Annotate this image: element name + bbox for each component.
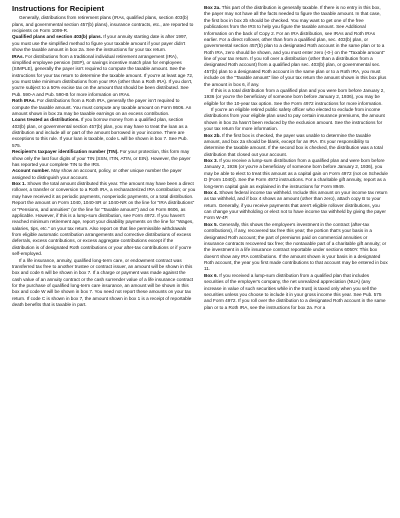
paragraph-heading: Box 2b. <box>204 132 221 138</box>
right-column <box>204 5 388 518</box>
paragraph-heading: Box 5. <box>204 221 218 227</box>
paragraph <box>12 168 196 181</box>
paragraph-text: If this is a total distribution from a qualified plan and you were born before January 2, 1936 (or you're the beneficiary of someone born before January 2, 1936), you may be eligible for the 10-year tax option. See the Form 4972 instructions for more information. <box>204 87 385 106</box>
paragraph <box>12 98 196 117</box>
paragraph-text: Generally, distributions from retirement plans (IRAs, qualified plans, section 403(b) plans, and governmental section 457(b) plans), insurance contracts, etc., are reported to recipients on Form 1099-R. <box>12 15 194 34</box>
paragraph-heading: Roth IRAs. <box>12 98 36 104</box>
paragraph-text: If you borrow money from a qualified plan, section 403(b) plan, or governmental section 457(b) plan, you may have to treat the loan as a distribution and include all or part of the amount borrowed in your income. There are exceptions to this rule. If your loan is taxable, code L will be shown in box 7. See Pub. 575. <box>12 117 188 148</box>
paragraph <box>204 133 388 159</box>
paragraph <box>204 190 388 222</box>
right-paragraphs <box>204 5 388 311</box>
paragraph-text: For distributions from a Roth IRA, generally the payer isn't required to compute the taxable amount. You must compute any taxable amount on Form 8606. An amount shown in box 2a may be taxable earnings on an excess contribution. <box>12 98 192 116</box>
paragraph-text: Generally, this shows the employee's investment in the contract (after-tax contributions), if any, recovered tax free this year; the portion that's your basis in a designated Roth account; the part of premiums paid on commercial annuities or insurance contracts recovered tax free; the nontaxable part of a charitable gift annuity; or the investment in a life insurance contract reportable under sections 6050Y. This box doesn't show any IRA contributions. If the amount shown is your basis in a designated Roth account, the year you first made contributions to that account may be entered in box 11. <box>204 221 388 272</box>
paragraph-text: If you receive a lump-sum distribution from a qualified plan and were born before January 2, 1936 (or you're a beneficiary of someone born before January 2, 1936), you may be able to elect to treat this amount as a capital gain on Form 4972 (not on Schedule D (Form 1040)). See the Form 4972 instructions. For a charitable gift annuity, report as a long-term capital gain as explained in the instructions for Form 8949. <box>204 158 388 189</box>
paragraph <box>12 258 196 309</box>
paragraph-heading: Recipient's taxpayer identification number (TIN). <box>12 149 119 155</box>
paragraph-heading: Box 6. <box>204 272 218 278</box>
paragraph-heading: Box 3. <box>204 158 218 163</box>
paragraph <box>12 15 196 34</box>
paragraph-heading: Qualified plans and section 403(b) plans. <box>12 34 102 40</box>
paragraph <box>204 222 388 273</box>
paragraph-heading: Box 2a. <box>204 5 221 10</box>
paragraph <box>204 5 388 88</box>
paragraph-text: Shows the total amount distributed this year. The amount may have been a direct rollover, a transfer or conversion to a Roth IRA, a recharacterized IRA contribution; or you may have received it as periodic payments, nonperiodic payments, or a total distribution. Report the amount on Form 1040, 1040-SR or 1040-NR on the line for "IRA distributions" or "Pensions, and annuities" (or the line for "Taxable amount") and on Form 8606, as applicable. However, if this is a lump-sum distribution, see Form 4972. If you haven't reached minimum retirement age, report your disability payments on the line for "Wages, salaries, tips, etc." on your tax return. Also report on that line permissible withdrawals from eligible automatic contribution arrangements and corrective distributions of excess deferrals, excess contributions, or excess aggregate contributions except if the distribution is of designated Roth contributions or your after-tax contributions or if you're self-employed. <box>12 181 196 257</box>
paragraph-text: If the first box is checked, the payer was unable to determine the taxable amount, and box 2a should be blank, except for an IRA. It's your responsibility to determine the taxable amount. If the second box is checked, the distribution was a total distribution that closed out your account. <box>204 132 383 157</box>
paragraph <box>204 158 388 190</box>
paragraph-text: If you received a lump-sum distribution from a qualified plan that includes securities of the employer's company, the net unrealized appreciation (NUA) (any increase in value of such securities while in the trust) is taxed only when you sell the securities unless you choose to include it in your gross income this year. See Pub. 575 and Form 4972. If you roll over the distribution to a designated Roth account in the same plan or to a Roth IRA, see the instructions for box 2a. For a <box>204 272 386 310</box>
paragraph-text: If your annuity starting date is after 1997, you must use the simplified method to figure your taxable amount if your payer didn't show the taxable amount in box 2a. See the instructions for your tax return. <box>12 34 188 53</box>
paragraph-heading: Box 1. <box>12 181 26 187</box>
paragraph-text: If you're an eligible retired public safety officer who elected to exclude from income distributions from your eligible plan used to pay certain insurance premiums, the amount shown in box 2a hasn't been reduced by the exclusion amount. See the instructions for your tax return for more information. <box>204 107 385 132</box>
paragraph-text: May show an account, policy, or other unique number the payer assigned to distinguish your account. <box>12 168 182 180</box>
left-paragraphs <box>12 15 196 308</box>
paragraph <box>12 181 196 258</box>
paragraph-heading: Loans treated as distributions. <box>12 117 80 123</box>
page-title: Instructions for Recipient <box>12 5 104 13</box>
left-column <box>12 5 196 518</box>
paragraph <box>204 88 388 107</box>
paragraph <box>12 34 196 53</box>
paragraph-text: This part of the distribution is generally taxable. If there is no entry in this box, the payer may not have all the facts needed to figure the taxable amount. In that case, the first box in box 2b should be checked. You may want to get one of the free publications from the IRS to help you figure the taxable amount. See Additional Information on the back of Copy 2. For an IRA distribution, see IRAs and Roth IRAs earlier. For a direct rollover, other than from a qualified plan, sec. 403(b) plan, or governmental section 457(b) plan to a designated Roth account in the same plan or to a Roth IRA, zero should be shown, and you must enter zero (-0-) on the "Taxable amount" line of your tax return. If you roll over a distribution (other than a distribution from a designated Roth account) from a qualified plan sec. 403(b) plan, or governmental sec. 457(b) plan to a designated Roth account in the same plan or to a Roth IRA, you must include on the "Taxable amount" line of your tax return the amount shown in this box plus the amount in box 6, if any. <box>204 5 387 87</box>
paragraph <box>12 54 196 99</box>
paragraph-heading: Account number. <box>12 168 50 174</box>
paragraph-text: Shows federal income tax withheld. Include this amount on your income tax return as tax withheld, and if box 4 shows an amount (other than zero), attach copy B to your return. Generally, if you receive payments that aren't eligible rollover distributions, you can change your withholding or elect not to have income tax withheld by giving the payer Form W-4P. <box>204 189 388 221</box>
paragraph <box>12 117 196 149</box>
paragraph-text: For your protection, this form may show only the last four digits of your TIN (SSN, ITIN, ATIN, or EIN). However, the payer has reported your complete TIN to the IRS. <box>12 149 191 167</box>
paragraph-heading: Box 4. <box>204 189 218 195</box>
paragraph-text: If a life insurance, annuity, qualified long-term care, or endowment contract was transferred tax free to another trustee or contract issuer, an amount will be shown in this box and code 6 will be shown in box 7. If a charge or payment was made against the cash value of an annuity contract or the cash surrender value of a life insurance contract for the purchase of qualified long-term care insurance, an amount will be shown in this box and code W will be shown in box 7. You need not report these amounts on your tax return. If code C is shown in box 7, the amount shown in box 1 is a receipt of reportable death benefits that is taxable in part. <box>12 257 194 308</box>
paragraph-heading: IRAs. <box>12 53 24 59</box>
paragraph <box>204 107 388 133</box>
paragraph <box>12 149 196 168</box>
paragraph <box>204 273 388 311</box>
paragraph-text: For distributions from a traditional individual retirement arrangement (IRA), simplified employee pension (SEP), or savings incentive match plan for employees (SIMPLE), generally the payer isn't required to compute the taxable amount. See the instructions for your tax return to determine the taxable amount. If you're at least age 72, you must take minimum distributions from your IRA (other than a Roth IRA). If you don't, you're subject to a 50% excise tax on the amount that should be been distributed. See Pub. 590-A and Pub. 590-B for more information on IRAs. <box>12 53 194 97</box>
